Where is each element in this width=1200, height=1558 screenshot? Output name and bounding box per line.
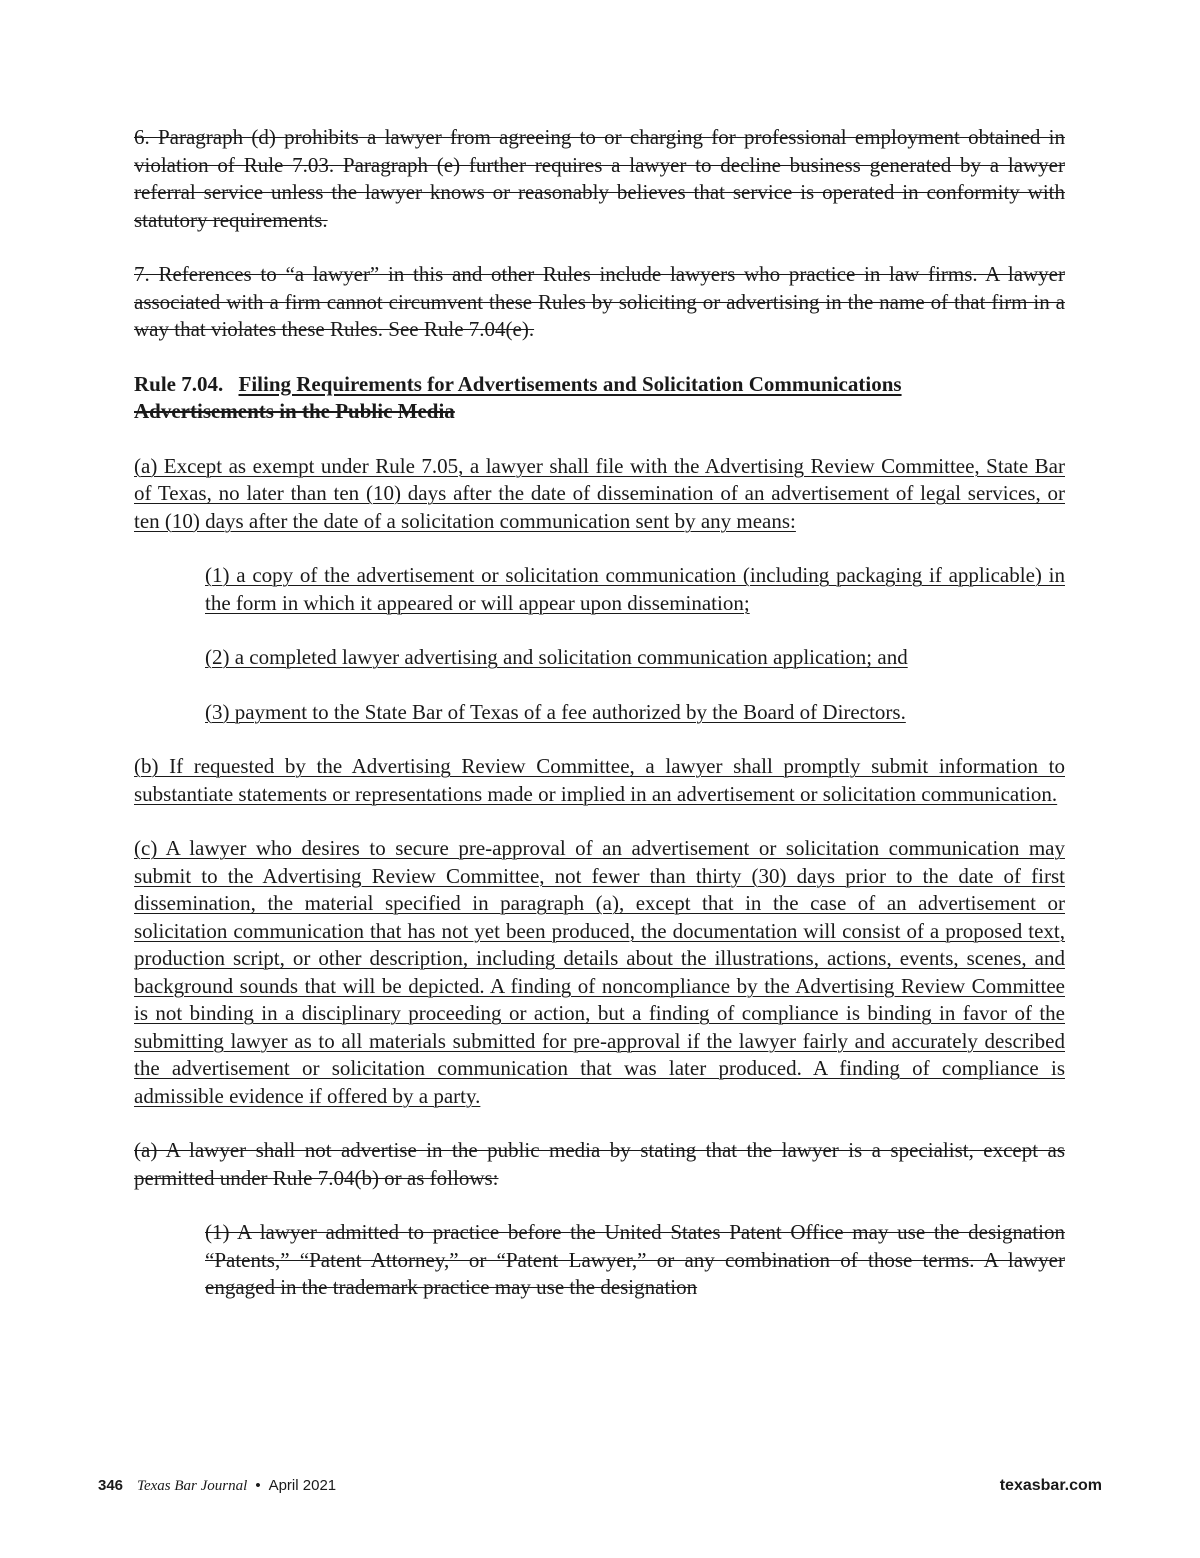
new-paragraph-c-text: (c) A lawyer who desires to secure pre-approval of an advertisement or solicitation communication may submit to the Advertising Review Committee, not fewer than thirty (30) days prior to the date of first dissemination, the material specified in paragraph (a), except that in the case of an advertisement or solicitation communication that has not yet been produced, the documentation will consist of a proposed text, production script, or other description, including details about the illustrations, actions, events, scenes, and background sounds that will be depicted. A finding of noncompliance by the Advertising Review Committee is not binding in a disciplinary proceeding or action, but a finding of compliance is binding in favor of the submitting lawyer as to all materials submitted for pre-approval if the lawyer fairly and accurately described the advertisement or solicitation communication that was later produced. A finding of compliance is admissible evidence if offered by a party. [134,836,1065,1108]
website-link[interactable]: texasbar.com [999,1477,1102,1494]
new-paragraph-c [134,835,1065,1110]
new-paragraph-a [134,453,1065,536]
page-number: 346 [98,1477,124,1494]
new-a-item-3-text: (3) payment to the State Bar of Texas of a fee authorized by the Board of Directors. [205,699,906,724]
new-paragraph-a-item-2 [205,644,1065,672]
issue-date: April 2021 [268,1477,337,1494]
journal-name: Texas Bar Journal [137,1478,248,1494]
footer-bullet: • [255,1477,261,1494]
rule-old-title: Advertisements in the Public Media [134,399,455,423]
old-paragraph-a1-struck: (1) A lawyer admitted to practice before the United States Patent Office may use the designation “Patents,” “Patent Attorney,” or “Patent Lawyer,” or any combination of those terms. A lawyer engaged in the trademark practice may use the designation [205,1220,1065,1299]
old-paragraph-a-struck: (a) A lawyer shall not advertise in the public media by stating that the lawyer is a specialist, except as permitted under Rule 7.04(b) or as follows: [134,1138,1065,1190]
rule-number: Rule 7.04. [134,371,224,396]
comment-7-struck: 7. References to “a lawyer” in this and other Rules include lawyers who practice in law firms. A lawyer associated with a firm cannot circumvent these Rules by soliciting or advertising in the name of that firm in a way that violates these Rules. See Rule 7.04(e). [134,262,1065,341]
rule-heading [134,371,1065,426]
new-paragraph-a-item-3 [205,699,1065,727]
new-paragraph-b-text: (b) If requested by the Advertising Review Committee, a lawyer shall promptly submit information to substantiate statements or representations made or implied in an advertisement or solicitation communication. [134,754,1065,806]
rule-new-title: Filing Requirements for Advertisements and Solicitation Communications [238,371,902,396]
new-paragraph-b [134,753,1065,808]
comment-6-struck: 6. Paragraph (d) prohibits a lawyer from agreeing to or charging for professional employment obtained in violation of Rule 7.03. Paragraph (e) further requires a lawyer to decline business generated by a lawyer referral service unless the lawyer knows or reasonably believes that service is operated in conformity with statutory requirements. [134,125,1065,232]
new-a-item-1-text: (1) a copy of the advertisement or solicitation communication (including packaging if applicable) in the form in which it appeared or will appear upon dissemination; [205,563,1065,615]
new-paragraph-a-text: (a) Except as exempt under Rule 7.05, a lawyer shall file with the Advertising Review Committee, State Bar of Texas, no later than ten (10) days after the date of dissemination of an advertisement of legal services, or ten (10) days after the date of a solicitation communication sent by any means: [134,453,1065,533]
new-paragraph-a-item-1 [205,562,1065,617]
page-footer [98,1477,1102,1501]
new-a-item-2-text: (2) a completed lawyer advertising and solicitation communication application; and [205,645,908,669]
document-body [134,124,1065,1329]
